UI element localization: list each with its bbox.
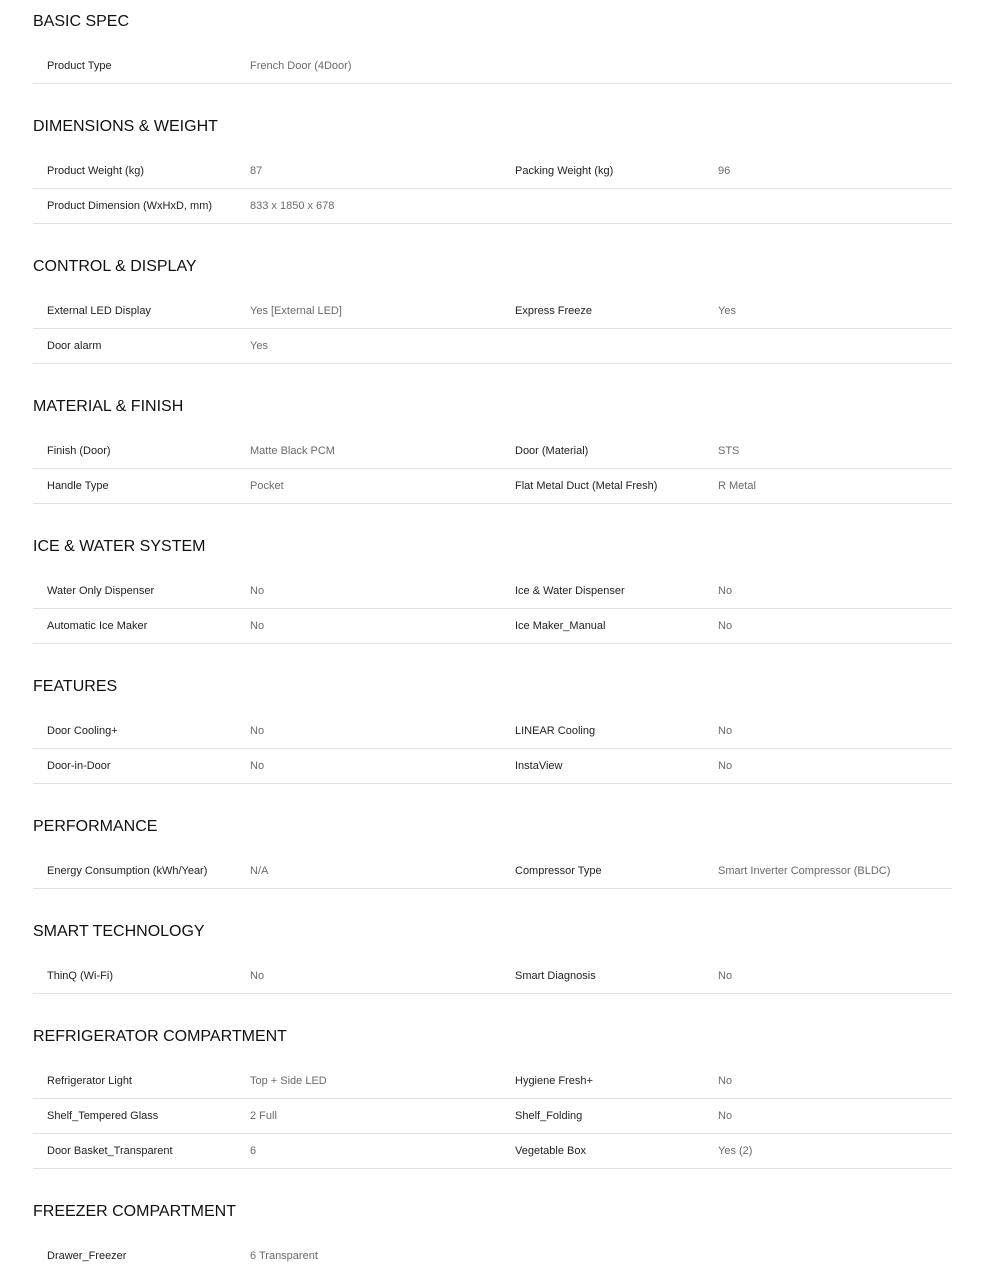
spec-label: Door (Material)	[515, 445, 589, 457]
spec-value: 87	[250, 165, 263, 177]
spec-label: Door Basket_Transparent	[47, 1145, 173, 1157]
spec-value: 6	[250, 1145, 257, 1157]
spec-table	[33, 434, 952, 504]
spec-value: STS	[718, 445, 740, 457]
section-title: BASIC SPEC	[33, 13, 130, 30]
spec-value: No	[718, 725, 733, 737]
spec-value: N/A	[250, 865, 269, 877]
section-title: REFRIGERATOR COMPARTMENT	[33, 1028, 287, 1045]
spec-table	[33, 1239, 952, 1273]
spec-label: Compressor Type	[515, 865, 602, 877]
spec-label: Product Weight (kg)	[47, 165, 145, 177]
spec-row	[33, 294, 952, 329]
spec-value: No	[250, 620, 265, 632]
spec-label: Product Dimension (WxHxD, mm)	[47, 200, 213, 212]
section-title: ICE & WATER SYSTEM	[33, 538, 206, 555]
spec-label: External LED Display	[47, 305, 151, 317]
spec-value: French Door (4Door)	[250, 60, 352, 72]
spec-label: InstaView	[515, 760, 563, 772]
spec-value: No	[250, 760, 265, 772]
spec-label: Energy Consumption (kWh/Year)	[47, 865, 208, 877]
spec-label: Product Type	[47, 60, 112, 72]
spec-row	[33, 1099, 952, 1134]
section-title: FEATURES	[33, 678, 118, 695]
spec-label: ThinQ (Wi-Fi)	[47, 970, 113, 982]
spec-value: No	[250, 970, 265, 982]
spec-value: 6 Transparent	[250, 1250, 318, 1262]
spec-value: No	[718, 970, 733, 982]
spec-label: Flat Metal Duct (Metal Fresh)	[515, 480, 658, 492]
spec-value: Yes [External LED]	[250, 305, 342, 317]
spec-row	[33, 1064, 952, 1099]
spec-value: Yes (2)	[718, 1145, 753, 1157]
spec-row	[33, 469, 952, 504]
spec-value: 2 Full	[250, 1110, 277, 1122]
spec-label: Ice & Water Dispenser	[515, 585, 625, 597]
spec-value: R Metal	[718, 480, 756, 492]
spec-label: Door Cooling+	[47, 725, 118, 737]
spec-row	[33, 749, 952, 784]
spec-label: Water Only Dispenser	[47, 585, 155, 597]
section-title: MATERIAL & FINISH	[33, 398, 184, 415]
spec-row	[33, 329, 952, 364]
spec-value: No	[250, 585, 265, 597]
spec-table	[33, 49, 952, 84]
spec-label: Express Freeze	[515, 305, 593, 317]
spec-row	[33, 714, 952, 749]
spec-value: Yes	[718, 305, 736, 317]
spec-value: 833 x 1850 x 678	[250, 200, 335, 212]
spec-table	[33, 1064, 952, 1169]
spec-row	[33, 959, 952, 994]
spec-label: LINEAR Cooling	[515, 725, 596, 737]
spec-label: Drawer_Freezer	[47, 1250, 127, 1262]
spec-label: Automatic Ice Maker	[47, 620, 148, 632]
spec-label: Door alarm	[47, 340, 102, 352]
spec-value: Top + Side LED	[250, 1075, 327, 1087]
spec-row	[33, 49, 952, 84]
spec-table	[33, 574, 952, 644]
spec-row	[33, 574, 952, 609]
spec-row	[33, 1134, 952, 1169]
section-title: CONTROL & DISPLAY	[33, 258, 197, 275]
spec-row	[33, 154, 952, 189]
spec-value: No	[250, 725, 265, 737]
spec-table	[33, 294, 952, 364]
section-title: PERFORMANCE	[33, 818, 158, 835]
spec-label: Ice Maker_Manual	[515, 620, 606, 632]
spec-row	[33, 854, 952, 889]
spec-label: Shelf_Tempered Glass	[47, 1110, 159, 1122]
spec-row	[33, 189, 952, 224]
spec-label: Smart Diagnosis	[515, 970, 596, 982]
spec-value: Yes	[250, 340, 268, 352]
spec-value: No	[718, 1075, 733, 1087]
spec-label: Shelf_Folding	[515, 1110, 583, 1122]
spec-value: Smart Inverter Compressor (BLDC)	[718, 865, 891, 877]
spec-label: Finish (Door)	[47, 445, 111, 457]
spec-value: 96	[718, 165, 731, 177]
spec-value: No	[718, 620, 733, 632]
spec-value: No	[718, 585, 733, 597]
spec-table	[33, 854, 952, 889]
spec-table	[33, 714, 952, 784]
section-title: FREEZER COMPARTMENT	[33, 1203, 236, 1220]
section-title: SMART TECHNOLOGY	[33, 923, 205, 940]
spec-value: No	[718, 1110, 733, 1122]
spec-label: Packing Weight (kg)	[515, 165, 614, 177]
spec-label: Hygiene Fresh+	[515, 1075, 593, 1087]
spec-row	[33, 1239, 952, 1273]
spec-row	[33, 609, 952, 644]
spec-row	[33, 434, 952, 469]
spec-label: Handle Type	[47, 480, 109, 492]
spec-label: Vegetable Box	[515, 1145, 586, 1157]
spec-value: No	[718, 760, 733, 772]
spec-table	[33, 959, 952, 994]
section-title: DIMENSIONS & WEIGHT	[33, 118, 218, 135]
spec-value: Pocket	[250, 480, 284, 492]
spec-value: Matte Black PCM	[250, 445, 335, 457]
spec-label: Door-in-Door	[47, 760, 111, 772]
spec-table	[33, 154, 952, 224]
spec-label: Refrigerator Light	[47, 1075, 132, 1087]
